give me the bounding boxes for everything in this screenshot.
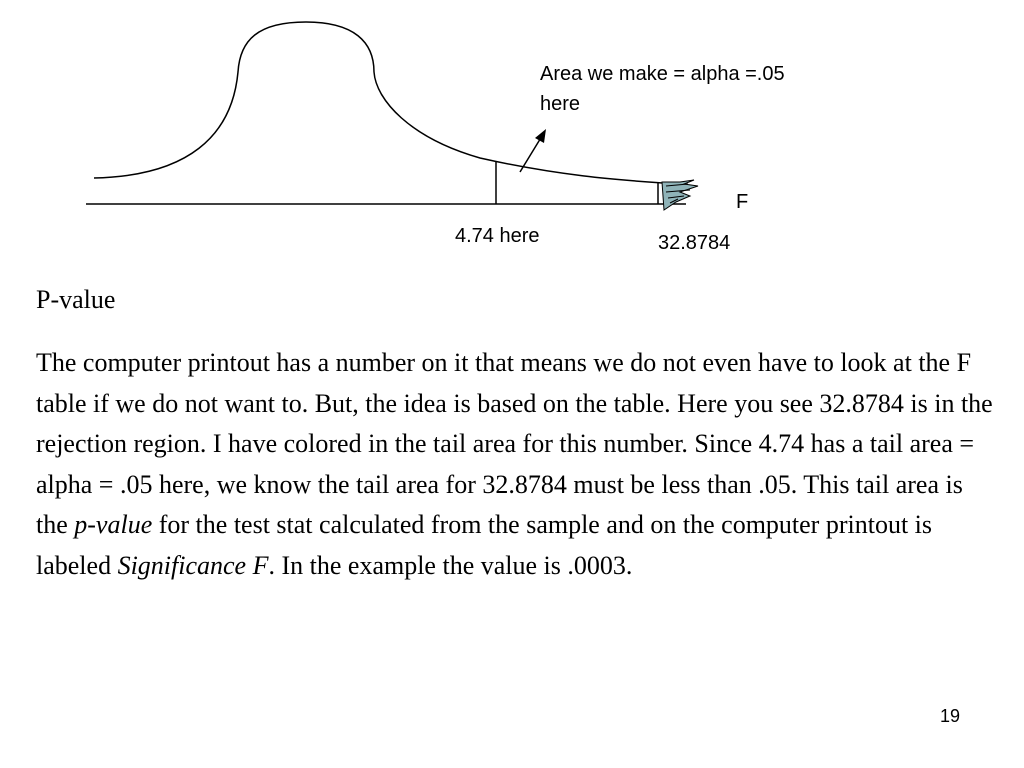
annotation-arrowhead — [535, 129, 546, 143]
test-stat-label: 32.8784 — [658, 232, 731, 254]
f-distribution-diagram — [0, 0, 1024, 280]
slide-body-text — [36, 343, 996, 586]
term-p-value: p-value — [74, 510, 153, 539]
f-axis-label: F — [736, 191, 749, 213]
body-text-part2: for the test stat calculated from the sample and on the computer printout is labeled — [36, 510, 933, 580]
annotation-arrow-line — [520, 136, 542, 172]
body-text-part1: The computer printout has a number on it that means we do not even have to look at the F table if we do not want to. But, the idea is based on the table. Here you see 32.8784 is in the rejection region. I have colored in the tail area for this number. Since 4.74 has a tail area = alpha = .05 here, we know the tail area for 32.8784 must be less than .05. This tail area is the — [36, 348, 993, 539]
annotation-text-line2: here — [540, 93, 581, 115]
critical-value-label: 4.74 here — [455, 225, 540, 247]
term-significance-f: Significance F — [117, 550, 269, 580]
annotation-text-line1: Area we make = alpha =.05 — [540, 63, 785, 85]
slide-heading: P-value — [36, 285, 116, 314]
body-text-part3: . In the example the value is .0003. — [268, 550, 633, 580]
page-number: 19 — [939, 706, 960, 726]
